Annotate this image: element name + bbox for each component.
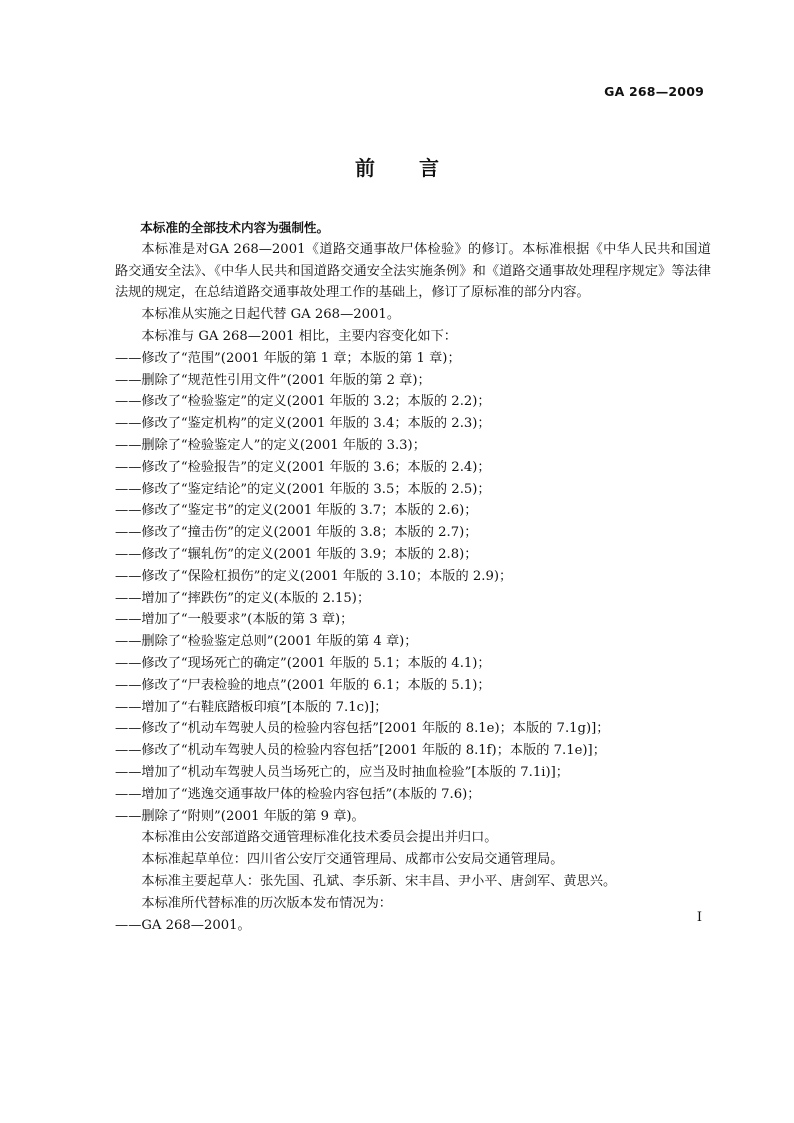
- page-title: [0, 152, 794, 181]
- history-item: ——GA 268—2001。: [115, 917, 251, 933]
- changes-intro: 本标准与 GA 268—2001 相比，主要内容变化如下：: [141, 328, 457, 344]
- change-item: ——修改了“鉴定结论”的定义(2001 年版的 3.5；本版的 2.5)；: [115, 481, 491, 497]
- title-char-2: 言: [419, 156, 439, 180]
- standard-code: GA 268—2009: [604, 84, 704, 99]
- change-item: ——修改了“机动车驾驶人员的检验内容包括”[2001 年版的 8.1f)；本版的 7.1e)]；: [115, 743, 606, 759]
- replaces-paragraph: 本标准从实施之日起代替 GA 268—2001。: [141, 307, 401, 323]
- change-item: ——删除了“检验鉴定总则”(2001 年版的第 4 章)；: [115, 634, 418, 650]
- changes-list: [115, 348, 711, 828]
- change-item: ——增加了“一般要求”(本版的第 3 章)；: [115, 612, 354, 628]
- revision-paragraph: 本标准是对GA 268—2001《道路交通事故尸体检验》的修订。本标准根据《中华人民共和国道路交通安全法》、《中华人民共和国道路交通安全法实施条例》和《道路交通事故处理程序规定》等法律法规的规定，在总结道路交通事故处理工作的基础上，修订了原标准的部分内容。: [115, 241, 711, 301]
- title-char-1: 前: [355, 156, 375, 180]
- change-item: ——修改了“范围”(2001 年版的第 1 章；本版的第 1 章)；: [115, 350, 461, 366]
- change-item: ——修改了“检验报告”的定义(2001 年版的 3.6；本版的 2.4)；: [115, 459, 491, 475]
- change-item: ——增加了“逃逸交通事故尸体的检验内容包括”(本版的 7.6)；: [115, 786, 481, 802]
- mandatory-statement: 本标准的全部技术内容为强制性。: [140, 220, 330, 235]
- page-number: I: [696, 910, 702, 925]
- change-item: ——删除了“附则”(2001 年版的第 9 章)。: [115, 808, 365, 824]
- drafters-paragraph: 本标准主要起草人：张先国、孔斌、李乐新、宋丰昌、尹小平、唐剑军、黄思兴。: [141, 873, 617, 889]
- change-item: ——修改了“辗轧伤”的定义(2001 年版的 3.9；本版的 2.8)；: [115, 546, 478, 562]
- change-item: ——增加了“机动车驾驶人员当场死亡的，应当及时抽血检验”[本版的 7.1i)]；: [115, 764, 569, 780]
- drafting-units-paragraph: 本标准起草单位：四川省公安厅交通管理局、成都市公安局交通管理局。: [141, 852, 564, 868]
- change-item: ——删除了“规范性引用文件”(2001 年版的第 2 章)；: [115, 372, 431, 388]
- change-item: ——修改了“机动车驾驶人员的检验内容包括”[2001 年版的 8.1e)；本版的 7.1g)]；: [115, 721, 610, 737]
- proposed-paragraph: 本标准由公安部道路交通管理标准化技术委员会提出并归口。: [141, 830, 498, 846]
- change-item: ——修改了“鉴定书”的定义(2001 年版的 3.7；本版的 2.6)；: [115, 503, 478, 519]
- change-item: ——修改了“尸表检验的地点”(2001 年版的 6.1；本版的 5.1)；: [115, 677, 491, 693]
- change-item: ——修改了“撞击伤”的定义(2001 年版的 3.8；本版的 2.7)；: [115, 525, 478, 541]
- change-item: ——修改了“现场死亡的确定”(2001 年版的 5.1；本版的 4.1)；: [115, 655, 491, 671]
- change-item: ——删除了“检验鉴定人”的定义(2001 年版的 3.3)；: [115, 437, 426, 453]
- document-body: [115, 217, 711, 936]
- change-item: ——修改了“保险杠损伤”的定义(2001 年版的 3.10；本版的 2.9)；: [115, 568, 513, 584]
- change-item: ——增加了“右鞋底踏板印痕”[本版的 7.1c)]；: [115, 699, 388, 715]
- change-item: ——修改了“检验鉴定”的定义(2001 年版的 3.2；本版的 2.2)；: [115, 394, 491, 410]
- change-item: ——修改了“鉴定机构”的定义(2001 年版的 3.4；本版的 2.3)；: [115, 416, 491, 432]
- history-intro: 本标准所代替标准的历次版本发布情况为：: [141, 895, 392, 911]
- change-item: ——增加了“摔跌伤”的定义(本版的 2.15)；: [115, 590, 371, 606]
